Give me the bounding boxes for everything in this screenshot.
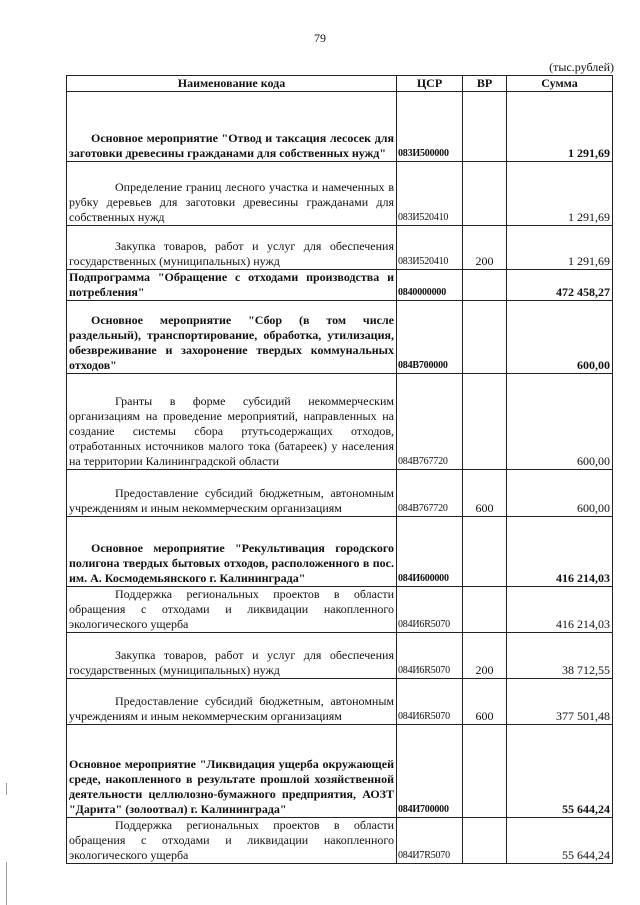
- page-number: 79: [314, 31, 326, 45]
- row-name: [67, 679, 397, 725]
- header-sum: Сумма: [507, 76, 613, 92]
- row-name: [67, 92, 397, 162]
- row-sum: 416 214,03: [507, 517, 613, 587]
- table-row: [67, 92, 613, 162]
- row-name: [67, 587, 397, 633]
- row-vr: 600: [463, 470, 507, 517]
- row-name-text: Гранты в форме субсидий некоммерческим организациям на проведение мероприятий, направленных на создание системы сбора ртутьсодержащих отходов, отработанных источников малого тока (батареек) у населения на территории Калининградской области: [69, 394, 394, 468]
- row-name-text: Предоставление субсидий бюджетным, автономным учреждениям и иным некоммерческим организациям: [69, 694, 394, 723]
- row-name: [67, 162, 397, 226]
- row-name: [67, 226, 397, 270]
- table-row: [67, 818, 613, 864]
- row-name-text: Основное мероприятие "Отвод и таксация лесосек для заготовки древесины гражданами для собственных нужд": [69, 131, 394, 160]
- row-sum: 1 291,69: [507, 162, 613, 226]
- row-name-text: Поддержка региональных проектов в области обращения с отходами и ликвидации накопленного экологического ущерба: [69, 587, 394, 631]
- row-vr: [463, 162, 507, 226]
- row-vr: [463, 517, 507, 587]
- row-vr: 200: [463, 226, 507, 270]
- row-name-text: Определение границ лесного участка и намеченных в рубку деревьев для заготовки древесины гражданами для собственных нужд: [69, 180, 394, 224]
- row-name: [67, 301, 397, 374]
- row-csr: 083И500000: [397, 92, 463, 162]
- row-vr: [463, 301, 507, 374]
- row-name: [67, 270, 397, 301]
- table-row: [67, 679, 613, 725]
- row-vr: [463, 725, 507, 818]
- units-label: (тыс.рублей): [549, 60, 614, 74]
- row-csr: 084И700000: [397, 725, 463, 818]
- row-vr: [463, 92, 507, 162]
- table-row: [67, 633, 613, 679]
- row-vr: [463, 374, 507, 470]
- row-name-text: Закупка товаров, работ и услуг для обеспечения государственных (муниципальных) нужд: [69, 648, 394, 677]
- row-csr: 084И6R5070: [397, 587, 463, 633]
- row-name: [67, 818, 397, 864]
- row-name: [67, 374, 397, 470]
- row-csr: 084В767720: [397, 374, 463, 470]
- row-vr: [463, 270, 507, 301]
- row-csr: 084И600000: [397, 517, 463, 587]
- row-name-text: Основное мероприятие "Рекультивация городского полигона твердых бытовых отходов, расположенного в пос. им. А. Космодемьянского г. Калининграда": [69, 541, 394, 585]
- row-csr: 083И520410: [397, 226, 463, 270]
- table-row: [67, 374, 613, 470]
- table-row: [67, 587, 613, 633]
- row-name-text: Подпрограмма "Обращение с отходами производства и потребления": [69, 270, 394, 299]
- row-csr: 084И6R5070: [397, 633, 463, 679]
- row-csr: 084В700000: [397, 301, 463, 374]
- table-row: [67, 517, 613, 587]
- row-vr: 600: [463, 679, 507, 725]
- table-row: [67, 725, 613, 818]
- table-row: [67, 226, 613, 270]
- row-csr: 083И520410: [397, 162, 463, 226]
- row-name: [67, 725, 397, 818]
- row-vr: [463, 587, 507, 633]
- row-name: [67, 517, 397, 587]
- row-name-text: Основное мероприятие "Сбор (в том числе раздельный), транспортирование, обработка, утилизация, обезвреживание и захоронение твердых коммунальных отходов": [69, 313, 394, 372]
- row-sum: 1 291,69: [507, 226, 613, 270]
- row-name-text: Основное мероприятие "Ликвидация ущерба окружающей среде, накопленного в результате прошлой хозяйственной деятельности целлюлозно-бумажного предприятия, АОЗТ "Дарита" (золоотвал) г. Калининграда": [69, 757, 394, 816]
- row-name-text: Закупка товаров, работ и услуг для обеспечения государственных (муниципальных) нужд: [69, 239, 394, 268]
- header-name: Наименование кода: [67, 76, 397, 92]
- row-sum: 55 644,24: [507, 818, 613, 864]
- row-name: [67, 633, 397, 679]
- row-csr: 084И6R5070: [397, 679, 463, 725]
- table-row: [67, 270, 613, 301]
- row-sum: 600,00: [507, 470, 613, 517]
- row-sum: 1 291,69: [507, 92, 613, 162]
- row-sum: 55 644,24: [507, 725, 613, 818]
- header-vr: ВР: [463, 76, 507, 92]
- row-vr: 200: [463, 633, 507, 679]
- row-sum: 472 458,27: [507, 270, 613, 301]
- table-row: [67, 162, 613, 226]
- table-row: [67, 301, 613, 374]
- row-sum: 600,00: [507, 374, 613, 470]
- row-csr: 0840000000: [397, 270, 463, 301]
- row-name-text: Предоставление субсидий бюджетным, автономным учреждениям и иным некоммерческим организациям: [69, 486, 394, 515]
- row-csr: 084И7R5070: [397, 818, 463, 864]
- budget-table: [66, 75, 613, 864]
- row-name: [67, 470, 397, 517]
- table-header-row: [67, 76, 613, 92]
- row-sum: 377 501,48: [507, 679, 613, 725]
- table-row: [67, 470, 613, 517]
- row-vr: [463, 818, 507, 864]
- header-csr: ЦСР: [397, 76, 463, 92]
- row-sum: 38 712,55: [507, 633, 613, 679]
- margin-mark: [6, 783, 7, 795]
- row-sum: 600,00: [507, 301, 613, 374]
- row-name-text: Поддержка региональных проектов в области обращения с отходами и ликвидации накопленного экологического ущерба: [69, 818, 394, 862]
- row-csr: 084В767720: [397, 470, 463, 517]
- margin-mark: [6, 862, 7, 905]
- row-sum: 416 214,03: [507, 587, 613, 633]
